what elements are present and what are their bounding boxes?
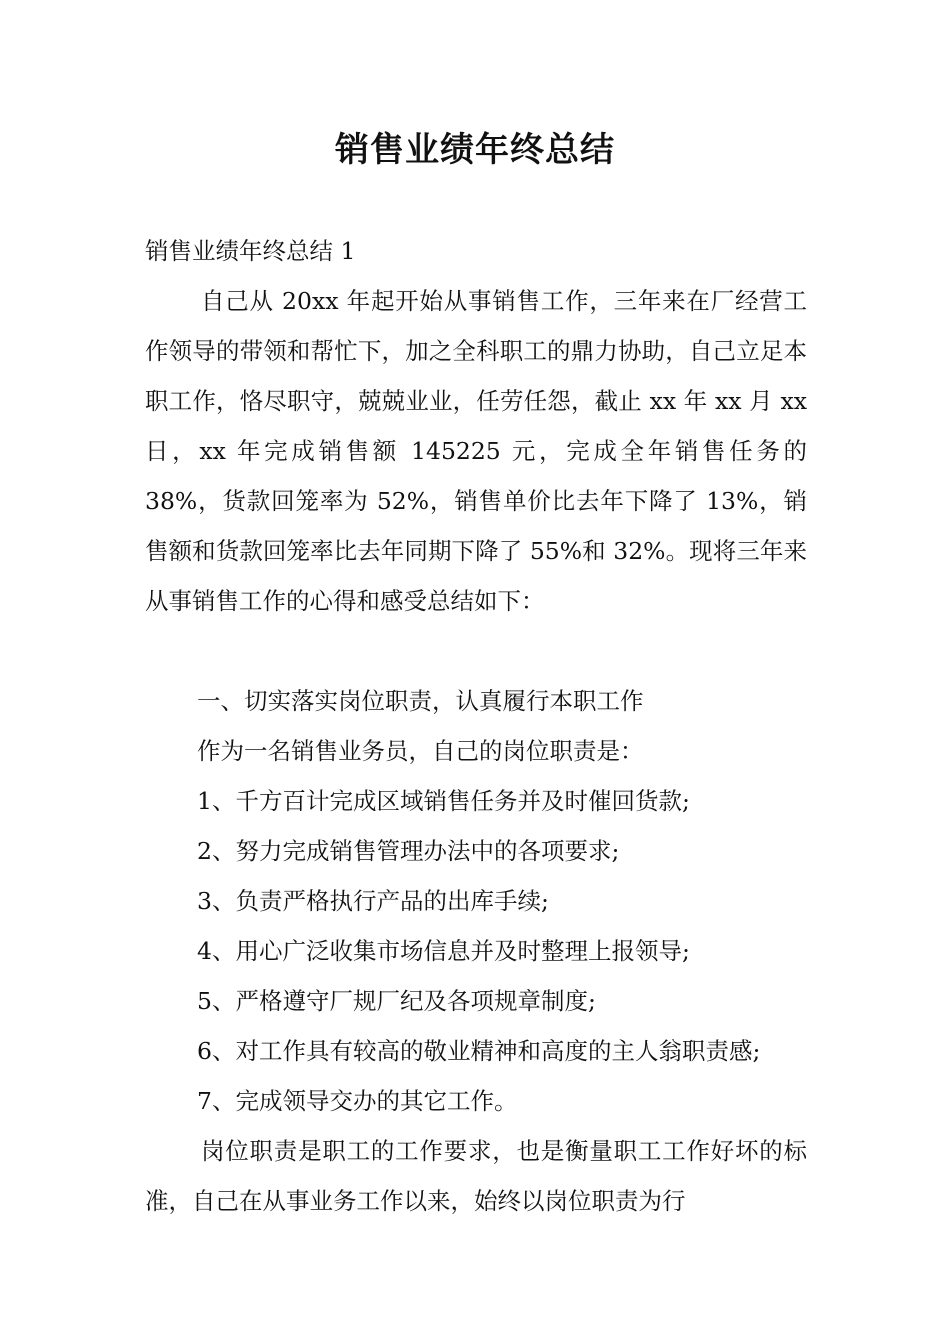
duty-item: 2、努力完成销售管理办法中的各项要求; [197,837,620,865]
duty-item: 7、完成领导交办的其它工作。 [197,1087,518,1115]
intro-paragraph: 自己从 20xx 年起开始从事销售工作，三年来在厂经营工作领导的带领和帮忙下，加之全科职工的鼎力协助，自己立足本职工作，恪尽职守，兢兢业业，任劳任怨，截止 xx 年 xx 月 xx 日，xx 年完成销售额 145225 元，完成全年销售任务的 38%，货款回笼率为 52%，销售单价比去年下降了 13%，销售额和货款回笼率比去年同期下降了 55%和 32%。现将三年来从事销售工作的心得和感受总结如下： [145,287,807,615]
duty-item: 5、严格遵守厂规厂纪及各项规章制度; [197,987,596,1015]
section-subtitle: 销售业绩年终总结 1 [145,237,356,265]
closing-paragraph: 岗位职责是职工的工作要求，也是衡量职工工作好坏的标准，自己在从事业务工作以来，始终以岗位职责为行 [145,1137,807,1215]
section-lead: 作为一名销售业务员，自己的岗位职责是： [197,737,644,765]
document-title: 销售业绩年终总结 [335,130,615,170]
document-body [145,226,807,1226]
duty-item: 3、负责严格执行产品的出库手续; [197,887,549,915]
section-heading: 一、切实落实岗位职责，认真履行本职工作 [197,687,644,715]
duty-item: 6、对工作具有较高的敬业精神和高度的主人翁职责感; [197,1037,761,1065]
duty-item: 4、用心广泛收集市场信息并及时整理上报领导; [197,937,690,965]
paragraph-spacer [145,626,807,676]
duty-item: 1、千方百计完成区域销售任务并及时催回货款; [197,787,690,815]
